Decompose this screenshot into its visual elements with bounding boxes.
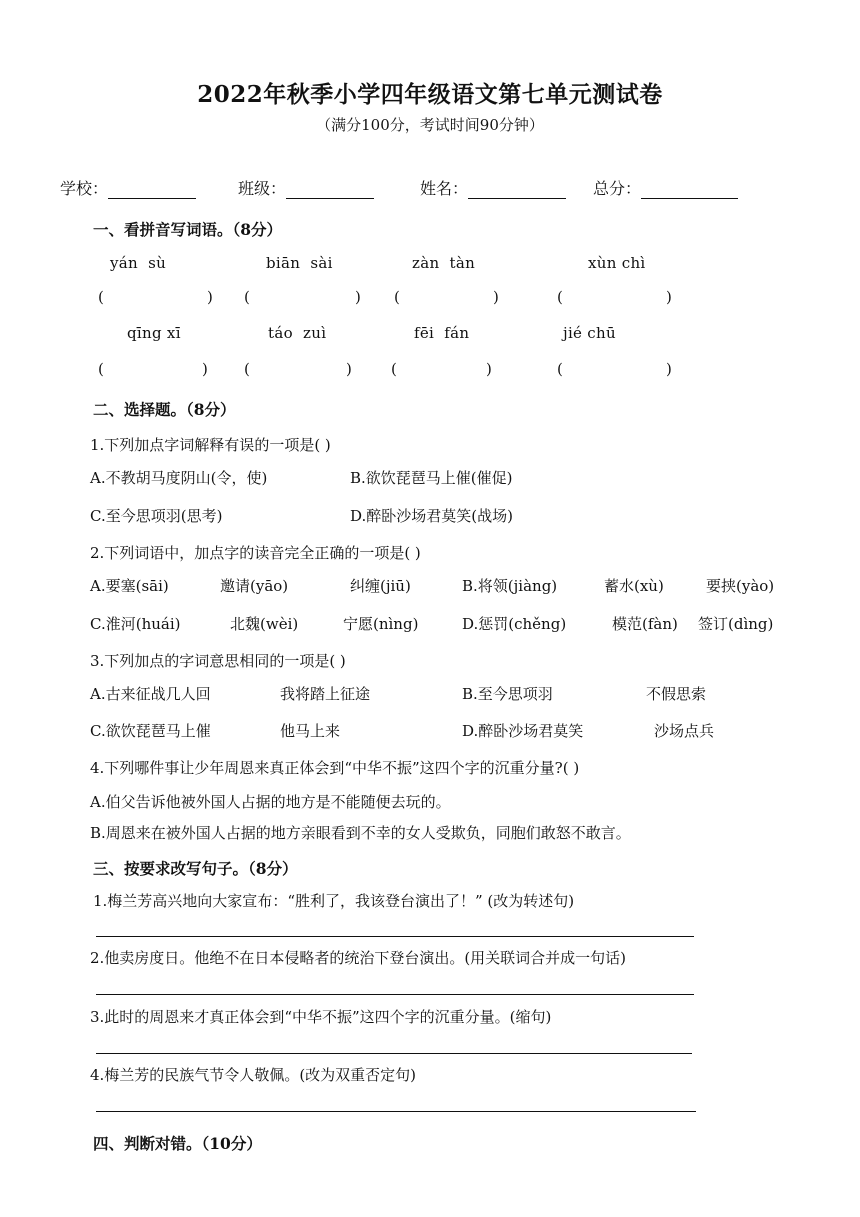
- pinyin-item: xùn chì: [588, 254, 646, 272]
- option-a-word-2: 我将踏上征途: [280, 685, 371, 703]
- option-a[interactable]: A.不教胡马度阴山(令，使): [90, 469, 268, 487]
- option-a[interactable]: A.古来征战几人回: [90, 685, 211, 703]
- answer-blank-open: (: [391, 360, 397, 378]
- answer-blank-open: (: [98, 288, 104, 306]
- answer-blank-close: ): [207, 288, 213, 306]
- rewrite-question-1: 1.梅兰芳高兴地向大家宣布：“胜利了，我该登台演出了！” (改为转述句): [93, 892, 575, 910]
- rewrite-question-3: 3.此时的周恩来才真正体会到“中华不振”这四个字的沉重分量。(缩句): [90, 1008, 552, 1026]
- option-a[interactable]: A.要塞(sāi): [90, 577, 169, 595]
- option-c-word-3: 宁愿(nìng): [343, 615, 419, 633]
- answer-blank-close: ): [355, 288, 361, 306]
- pinyin-item: qīng xī: [127, 324, 181, 342]
- section-1-heading: 一、看拼音写词语。（8分）: [93, 220, 283, 239]
- section-3-heading: 三、按要求改写句子。（8分）: [93, 859, 298, 878]
- name-label: 姓名：: [420, 179, 469, 198]
- pinyin-item: zàn tàn: [412, 254, 476, 272]
- option-d[interactable]: D.醉卧沙场君莫笑: [462, 722, 584, 740]
- answer-blank-close: ): [202, 360, 208, 378]
- option-c[interactable]: C.至今思项羽(思考): [90, 507, 223, 525]
- pinyin-item: yán sù: [110, 254, 167, 272]
- option-d-word-3: 签订(dìng): [698, 615, 774, 633]
- question-2-2-stem: 2.下列词语中，加点字的读音完全正确的一项是( ): [90, 544, 421, 562]
- school-blank[interactable]: [108, 180, 196, 199]
- answer-blank-open: (: [244, 360, 250, 378]
- school-field: [60, 176, 196, 199]
- pinyin-item: táo zuì: [268, 324, 327, 342]
- answer-blank-open: (: [394, 288, 400, 306]
- option-a-word-3: 纠缠(jiū): [350, 577, 411, 595]
- answer-blank-open: (: [557, 288, 563, 306]
- option-b[interactable]: B.周恩来在被外国人占据的地方亲眼看到不幸的女人受欺负，同胞们敢怒不敢言。: [90, 824, 631, 842]
- option-d[interactable]: D.惩罚(chěng): [462, 615, 567, 633]
- total-label: 总分：: [593, 179, 642, 198]
- total-field: [593, 176, 738, 199]
- option-b[interactable]: B.将领(jiàng): [462, 577, 558, 595]
- option-b[interactable]: B.欲饮琵琶马上催(催促): [350, 469, 513, 487]
- option-c[interactable]: C.淮河(huái): [90, 615, 181, 633]
- option-b-word-2: 不假思索: [646, 685, 707, 703]
- pinyin-item: fēi fán: [414, 324, 470, 342]
- pinyin-item: biān sài: [266, 254, 333, 272]
- option-b[interactable]: B.至今思项羽: [462, 685, 553, 703]
- option-a-word-2: 邀请(yāo): [220, 577, 289, 595]
- answer-line[interactable]: [96, 1053, 692, 1054]
- answer-blank-close: ): [666, 288, 672, 306]
- option-c[interactable]: C.欲饮琵琶马上催: [90, 722, 211, 740]
- option-d[interactable]: D.醉卧沙场君莫笑(战场): [350, 507, 513, 525]
- question-2-3-stem: 3.下列加点的字词意思相同的一项是( ): [90, 652, 346, 670]
- option-d-word-2: 模范(fàn): [612, 615, 678, 633]
- total-blank[interactable]: [641, 180, 738, 199]
- question-2-4-stem: 4.下列哪件事让少年周恩来真正体会到“中华不振”这四个字的沉重分量?( ): [90, 759, 580, 777]
- question-2-1-stem: 1.下列加点字词解释有误的一项是( ): [90, 436, 331, 454]
- page-title: 2022年秋季小学四年级语文第七单元测试卷: [197, 81, 663, 108]
- name-blank[interactable]: [468, 180, 566, 199]
- answer-blank-open: (: [98, 360, 104, 378]
- rewrite-question-4: 4.梅兰芳的民族气节令人敬佩。(改为双重否定句): [90, 1066, 417, 1084]
- section-2-heading: 二、选择题。（8分）: [93, 400, 236, 419]
- answer-blank-close: ): [486, 360, 492, 378]
- rewrite-question-2: 2.他卖房度日。他绝不在日本侵略者的统治下登台演出。(用关联词合并成一句话): [90, 949, 627, 967]
- exam-subtitle: （满分100分，考试时间90分钟）: [316, 116, 544, 134]
- answer-line[interactable]: [96, 936, 694, 937]
- section-4-heading: 四、判断对错。（10分）: [93, 1134, 262, 1153]
- answer-blank-open: (: [557, 360, 563, 378]
- option-c-word-2: 北魏(wèi): [230, 615, 299, 633]
- answer-blank-open: (: [244, 288, 250, 306]
- class-label: 班级：: [238, 179, 287, 198]
- answer-blank-close: ): [666, 360, 672, 378]
- answer-line[interactable]: [96, 1111, 696, 1112]
- option-b-word-2: 蓄水(xù): [604, 577, 664, 595]
- class-field: [238, 176, 374, 199]
- answer-blank-close: ): [346, 360, 352, 378]
- school-label: 学校：: [60, 179, 109, 198]
- option-d-word-2: 沙场点兵: [654, 722, 715, 740]
- class-blank[interactable]: [286, 180, 374, 199]
- answer-line[interactable]: [96, 994, 694, 995]
- name-field: [420, 176, 566, 199]
- pinyin-item: jié chū: [563, 324, 616, 342]
- answer-blank-close: ): [493, 288, 499, 306]
- option-b-word-3: 要挟(yào): [706, 577, 775, 595]
- option-c-word-2: 他马上来: [280, 722, 341, 740]
- option-a[interactable]: A.伯父告诉他被外国人占据的地方是不能随便去玩的。: [90, 793, 451, 811]
